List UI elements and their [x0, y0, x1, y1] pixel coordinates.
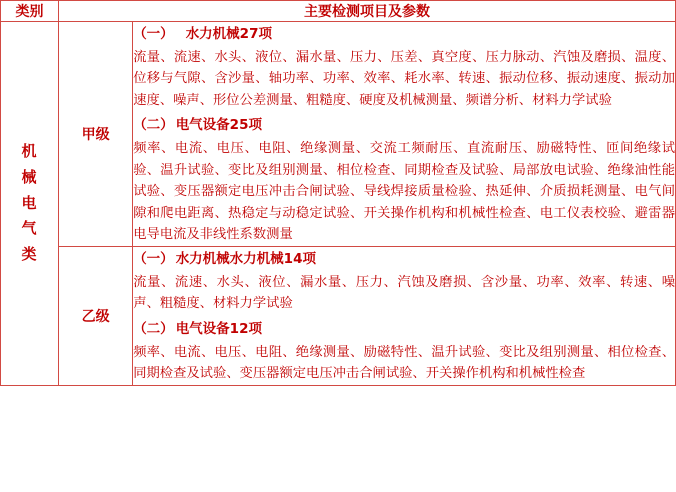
- section-a-2: [133, 115, 675, 246]
- header-category: 类别: [1, 1, 59, 22]
- section-b-2-text: 频率、电流、电压、电阻、绝缘测量、励磁特性、温升试验、变比及组别测量、相位检查、同期检查及试验、变压器额定电压冲击合闸试验、开关操作机构和机械性检查: [133, 344, 675, 382]
- section-b-1-num: （一）: [133, 250, 174, 267]
- category-char-2: 械: [21, 167, 38, 186]
- category-char-1: 机: [21, 141, 38, 160]
- category-char-3: 电: [21, 193, 38, 212]
- section-b-2-num: （二）: [133, 320, 174, 337]
- section-a-1-title: [133, 24, 675, 46]
- section-a-2-text: 频率、电流、电压、电阻、绝缘测量、交流工频耐压、直流耐压、励磁特性、匝间绝缘试验、温升试验、变比及组别测量、相位检查、同期检查及试验、局部放电试验、绝缘油性能试验、变压器额定电压冲击合闸试验、导线焊接质量检验、热延伸、介质损耗测量、电气间隙和爬电距离、热稳定与动稳定试验、开关操作机构和机械性检查、电工仪表校验、避雷器电导电流及非线性系数测量: [133, 141, 675, 243]
- grade-a-items: [133, 22, 676, 247]
- section-b-2-title: [133, 319, 675, 341]
- table-row-grade-b: [1, 246, 676, 385]
- section-a-1: [133, 24, 675, 111]
- grade-b-items: [133, 246, 676, 385]
- category-cell: [1, 22, 59, 386]
- section-b-1-title: [133, 249, 675, 271]
- section-b-1: [133, 249, 675, 315]
- table-header-row: [1, 1, 676, 22]
- section-a-2-title: [133, 115, 675, 137]
- section-a-2-num: （二）: [133, 117, 174, 134]
- table-row-grade-a: [1, 22, 676, 247]
- section-a-1-num: （一）: [133, 26, 174, 42]
- section-b-2-heading: 电气设备12项: [175, 320, 262, 337]
- section-a-2-heading: 电气设备25项: [175, 117, 262, 134]
- category-char-4: 气: [21, 219, 38, 238]
- grade-label-a: 甲级: [59, 22, 133, 247]
- section-b-1-text: 流量、流速、水头、液位、漏水量、压力、汽蚀及磨损、含沙量、功率、效率、转速、噪声、粗糙度、材料力学试验: [133, 274, 675, 312]
- section-b-2: [133, 319, 675, 385]
- section-a-1-heading: 水力机械27项: [185, 26, 272, 42]
- section-b-1-heading: 水力机械水力机械14项: [175, 250, 316, 267]
- header-items: 主要检测项目及参数: [59, 1, 676, 22]
- category-char-5: 类: [21, 245, 38, 264]
- grade-label-b: 乙级: [59, 246, 133, 385]
- section-a-1-text: 流量、流速、水头、液位、漏水量、压力、压差、真空度、压力脉动、汽蚀及磨损、温度、位移与气隙、含沙量、轴功率、功率、效率、耗水率、转速、振动位移、振动速度、振动加速度、噪声、形位公差测量、粗糙度、硬度及机械测量、频谱分析、材料力学试验: [133, 49, 675, 108]
